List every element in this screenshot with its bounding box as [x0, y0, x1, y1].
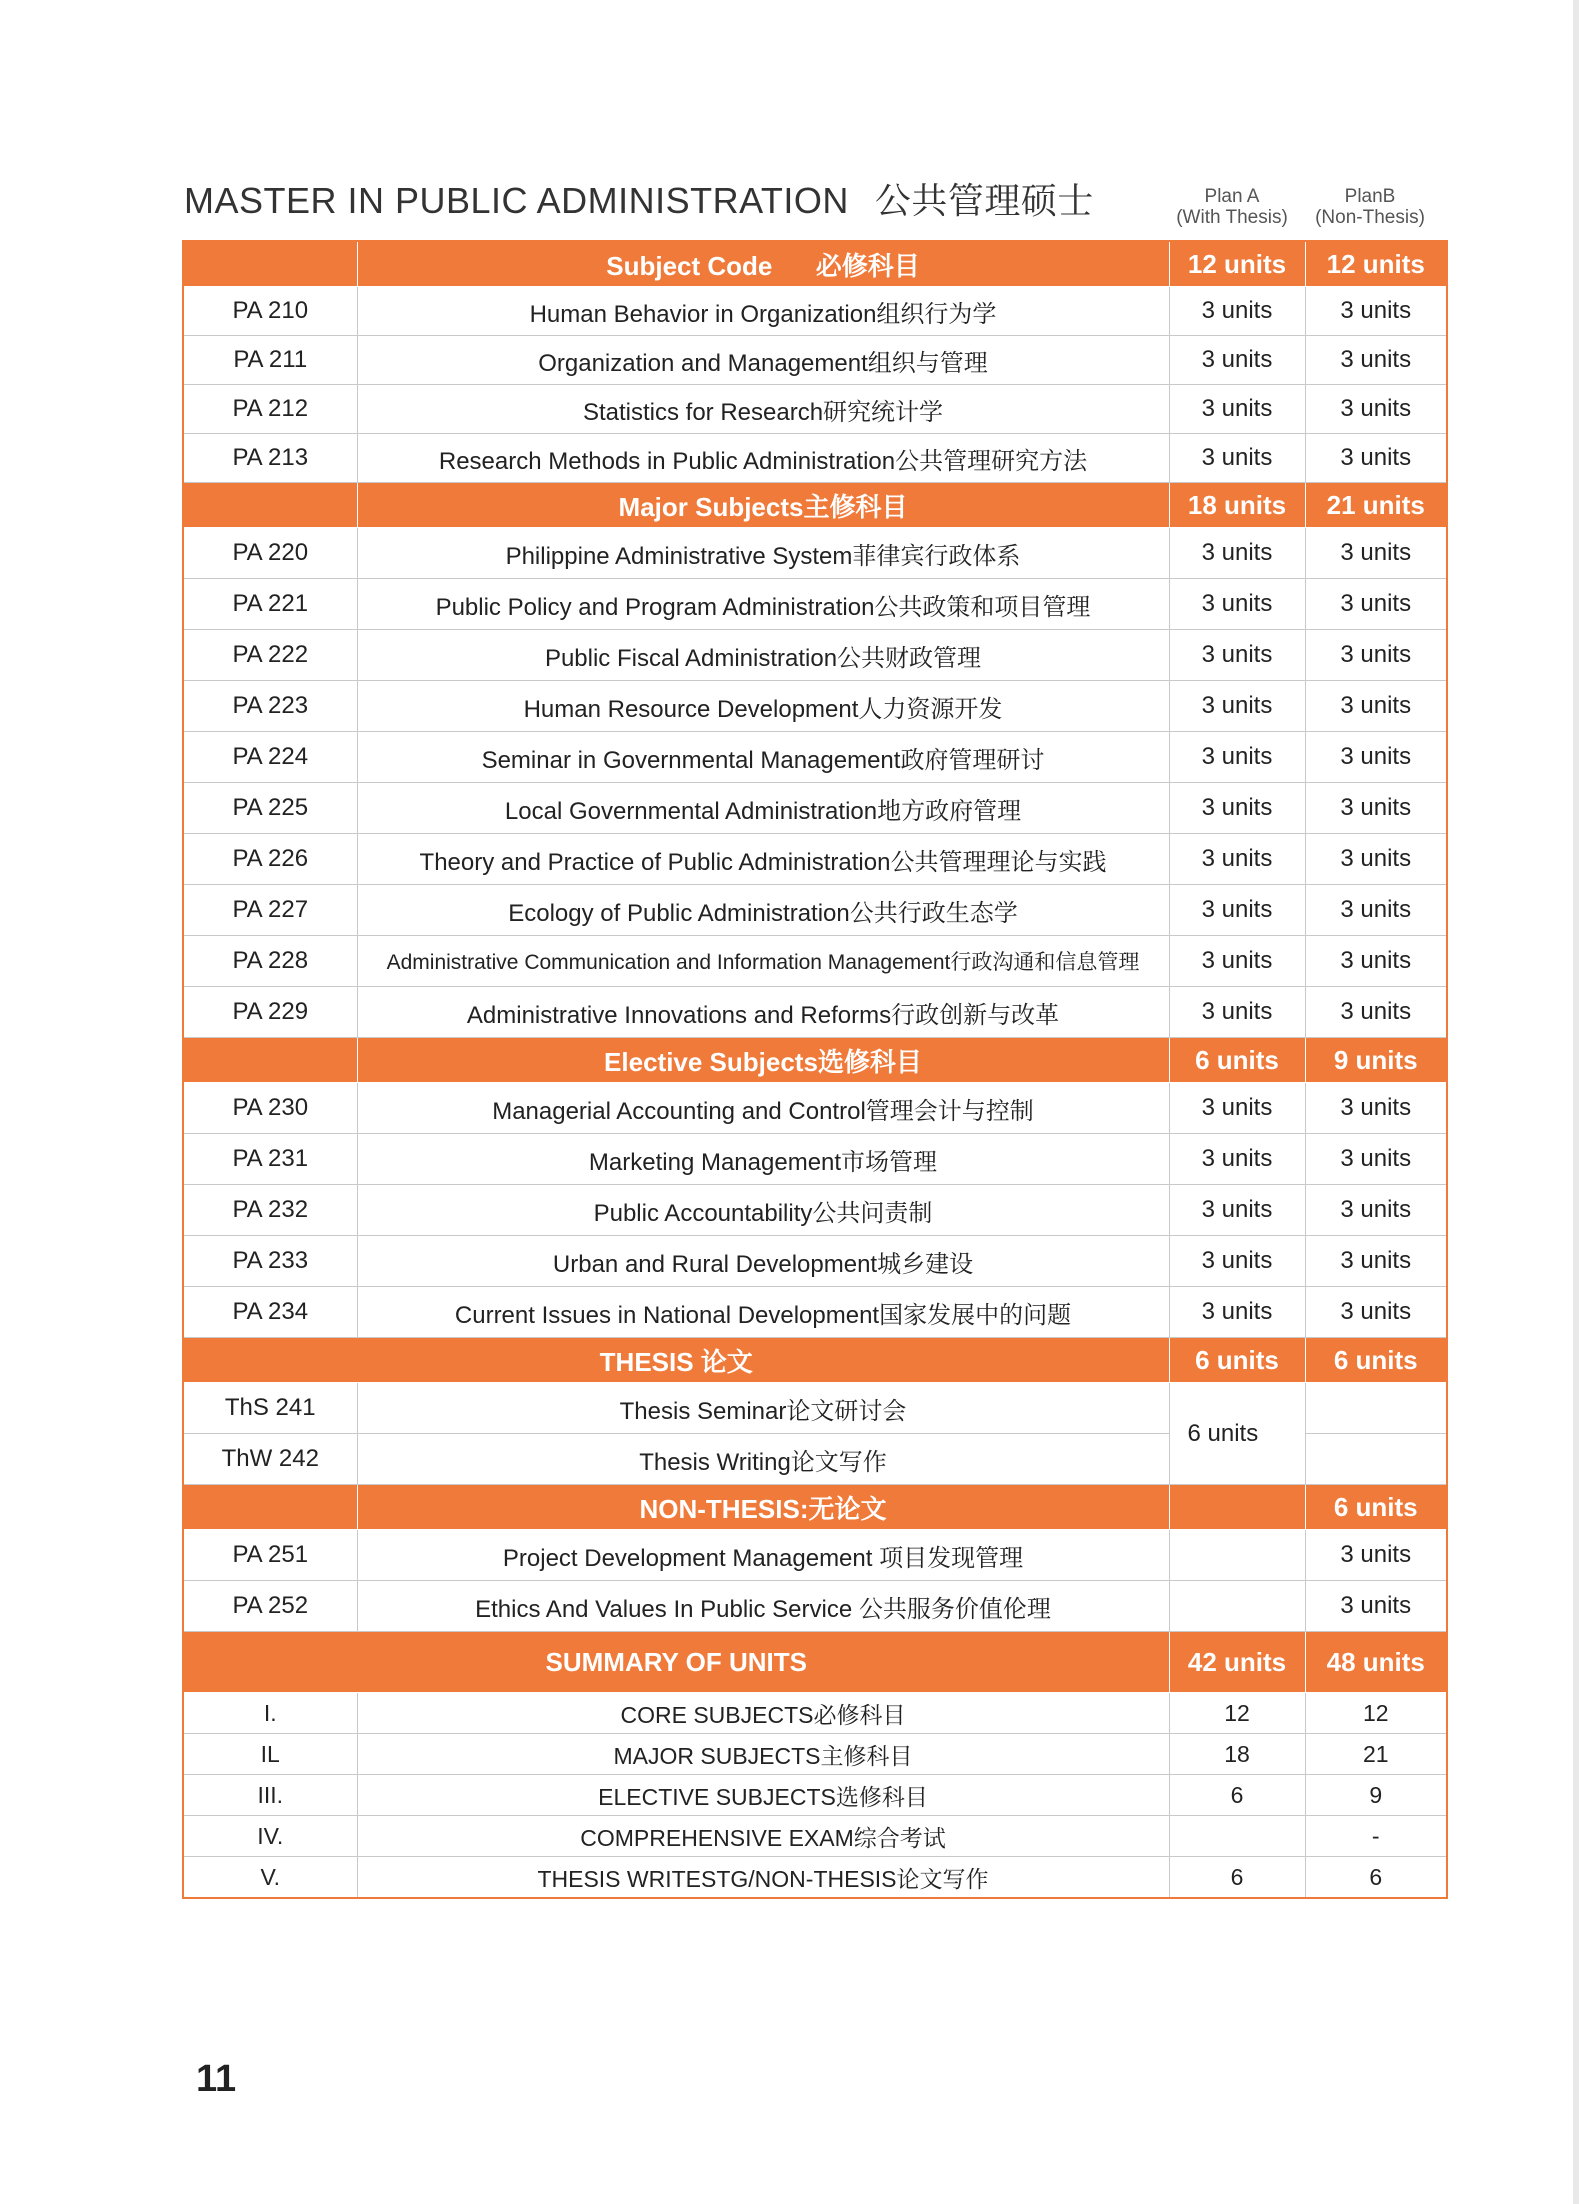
- table-row: [183, 287, 1447, 336]
- units-plan-b: 3 units: [1305, 783, 1447, 834]
- table-row: [183, 783, 1447, 834]
- elective-units-a: 6 units: [1169, 1038, 1305, 1083]
- course-code: PA 232: [183, 1185, 357, 1236]
- course-code: PA 220: [183, 528, 357, 579]
- course-name: Ethics And Values In Public Service 公共服务价值伦理: [357, 1581, 1169, 1632]
- summary-header-label: SUMMARY OF UNITS: [183, 1632, 1169, 1693]
- course-name: Organization and Management组织与管理: [357, 336, 1169, 385]
- units-plan-a: 3 units: [1169, 834, 1305, 885]
- units-plan-a: 3 units: [1169, 681, 1305, 732]
- summary-units-b: 48 units: [1305, 1632, 1447, 1693]
- core-units-a: 12 units: [1169, 241, 1305, 287]
- units-plan-b: 3 units: [1305, 528, 1447, 579]
- table-row: [183, 1134, 1447, 1185]
- units-plan-b: 3 units: [1305, 936, 1447, 987]
- course-name: Ecology of Public Administration公共行政生态学: [357, 885, 1169, 936]
- table-row: [183, 630, 1447, 681]
- header-blank-cell: [183, 1038, 357, 1083]
- course-name: Current Issues in National Development国家发展中的问题: [357, 1287, 1169, 1338]
- units-plan-a: 3 units: [1169, 1287, 1305, 1338]
- summary-plan-a: 18: [1169, 1734, 1305, 1775]
- table-row: [183, 681, 1447, 732]
- table-row: [183, 885, 1447, 936]
- table-row: [183, 1857, 1447, 1899]
- units-plan-b: 3 units: [1305, 1530, 1447, 1581]
- summary-plan-a: 12: [1169, 1693, 1305, 1734]
- units-plan-a: 3 units: [1169, 434, 1305, 483]
- title-english: MASTER IN PUBLIC ADMINISTRATION: [184, 180, 849, 221]
- course-name: Human Resource Development人力资源开发: [357, 681, 1169, 732]
- header-blank-cell: [183, 483, 357, 528]
- table-row: [183, 732, 1447, 783]
- table-row: [183, 579, 1447, 630]
- summary-header-row: [183, 1632, 1447, 1693]
- summary-name: CORE SUBJECTS必修科目: [357, 1693, 1169, 1734]
- units-plan-b: 3 units: [1305, 287, 1447, 336]
- units-plan-b: 3 units: [1305, 987, 1447, 1038]
- summary-plan-a: 6: [1169, 1775, 1305, 1816]
- units-plan-a: 3 units: [1169, 385, 1305, 434]
- summary-plan-a: [1169, 1816, 1305, 1857]
- units-plan-b: 3 units: [1305, 1236, 1447, 1287]
- units-plan-b: 3 units: [1305, 834, 1447, 885]
- course-name: Thesis Seminar论文研讨会: [357, 1383, 1169, 1434]
- units-plan-a: 3 units: [1169, 579, 1305, 630]
- summary-name: MAJOR SUBJECTS主修科目: [357, 1734, 1169, 1775]
- summary-number: V.: [183, 1857, 357, 1899]
- units-plan-b: 3 units: [1305, 336, 1447, 385]
- course-code: PA 212: [183, 385, 357, 434]
- summary-plan-b: 21: [1305, 1734, 1447, 1775]
- course-code: PA 233: [183, 1236, 357, 1287]
- table-row: [183, 1693, 1447, 1734]
- course-code: PA 227: [183, 885, 357, 936]
- course-code: PA 231: [183, 1134, 357, 1185]
- course-name: Marketing Management市场管理: [357, 1134, 1169, 1185]
- course-name: Seminar in Governmental Management政府管理研讨: [357, 732, 1169, 783]
- course-name: Urban and Rural Development城乡建设: [357, 1236, 1169, 1287]
- units-plan-b: 3 units: [1305, 885, 1447, 936]
- major-header-label: Major Subjects主修科目: [357, 483, 1169, 528]
- units-plan-b: 3 units: [1305, 434, 1447, 483]
- page-title: [184, 173, 1094, 224]
- summary-name: COMPREHENSIVE EXAM综合考试: [357, 1816, 1169, 1857]
- units-plan-b: 3 units: [1305, 1083, 1447, 1134]
- units-plan-a-empty: [1169, 1530, 1305, 1581]
- thesis-units-b: 6 units: [1305, 1338, 1447, 1383]
- elective-header-row: [183, 1038, 1447, 1083]
- course-name: Human Behavior in Organization组织行为学: [357, 287, 1169, 336]
- nonthesis-units-b: 6 units: [1305, 1485, 1447, 1530]
- table-row: [183, 987, 1447, 1038]
- plan-a-name: Plan A: [1204, 186, 1260, 207]
- course-code: PA 230: [183, 1083, 357, 1134]
- course-name: Project Development Management 项目发现管理: [357, 1530, 1169, 1581]
- thesis-units-a: 6 units: [1169, 1338, 1305, 1383]
- thesis-header-label: THESIS 论文: [183, 1338, 1169, 1383]
- table-row: [183, 1287, 1447, 1338]
- table-row: [183, 1816, 1447, 1857]
- summary-plan-a: 6: [1169, 1857, 1305, 1899]
- units-plan-b: 3 units: [1305, 681, 1447, 732]
- units-plan-b: 3 units: [1305, 1134, 1447, 1185]
- header-blank-cell: [183, 1485, 357, 1530]
- units-plan-a: 3 units: [1169, 630, 1305, 681]
- core-header-row: [183, 241, 1447, 287]
- plan-b-name: PlanB: [1344, 186, 1396, 207]
- units-plan-b: 3 units: [1305, 579, 1447, 630]
- plan-b-header: [1304, 186, 1436, 228]
- course-code: PA 224: [183, 732, 357, 783]
- units-plan-a: 3 units: [1169, 287, 1305, 336]
- units-plan-a: 3 units: [1169, 1185, 1305, 1236]
- core-units-b: 12 units: [1305, 241, 1447, 287]
- plan-b-note: (Non-Thesis): [1315, 207, 1425, 228]
- course-code: PA 229: [183, 987, 357, 1038]
- table-row: [183, 336, 1447, 385]
- major-units-b: 21 units: [1305, 483, 1447, 528]
- table-row: [183, 1530, 1447, 1581]
- course-code: PA 211: [183, 336, 357, 385]
- course-code: PA 252: [183, 1581, 357, 1632]
- core-header-label: Subject Code 必修科目: [357, 241, 1169, 287]
- course-code: PA 226: [183, 834, 357, 885]
- summary-plan-b: 6: [1305, 1857, 1447, 1899]
- units-plan-b: 3 units: [1305, 732, 1447, 783]
- page-number: 11: [196, 2058, 237, 2100]
- thesis-combined-units-a: 6 units: [1169, 1383, 1305, 1485]
- course-name: Administrative Innovations and Reforms行政创新与改革: [357, 987, 1169, 1038]
- table-row: [183, 936, 1447, 987]
- course-code: PA 251: [183, 1530, 357, 1581]
- units-plan-b: 3 units: [1305, 1581, 1447, 1632]
- major-header-row: [183, 483, 1447, 528]
- units-plan-b: 3 units: [1305, 630, 1447, 681]
- summary-number: III.: [183, 1775, 357, 1816]
- course-code: PA 213: [183, 434, 357, 483]
- units-plan-a-empty: [1169, 1581, 1305, 1632]
- units-plan-a: 3 units: [1169, 987, 1305, 1038]
- title-chinese: 公共管理硕士: [874, 180, 1094, 221]
- units-plan-b: 3 units: [1305, 1287, 1447, 1338]
- course-name: Research Methods in Public Administration公共管理研究方法: [357, 434, 1169, 483]
- table-row: [183, 834, 1447, 885]
- units-plan-a: 3 units: [1169, 528, 1305, 579]
- table-row: [183, 385, 1447, 434]
- course-name: Managerial Accounting and Control管理会计与控制: [357, 1083, 1169, 1134]
- units-plan-b-empty: [1305, 1434, 1447, 1485]
- table-row: [183, 1734, 1447, 1775]
- course-code: PA 210: [183, 287, 357, 336]
- table-row: [183, 1383, 1447, 1434]
- course-code: ThW 242: [183, 1434, 357, 1485]
- page-edge-shadow: [1573, 0, 1579, 2204]
- summary-number: I.: [183, 1693, 357, 1734]
- table-row: [183, 1775, 1447, 1816]
- units-plan-a: 3 units: [1169, 885, 1305, 936]
- units-plan-b: 3 units: [1305, 385, 1447, 434]
- course-code: PA 228: [183, 936, 357, 987]
- course-code: PA 222: [183, 630, 357, 681]
- course-code: PA 225: [183, 783, 357, 834]
- elective-units-b: 9 units: [1305, 1038, 1447, 1083]
- summary-number: IV.: [183, 1816, 357, 1857]
- summary-units-a: 42 units: [1169, 1632, 1305, 1693]
- units-plan-b: 3 units: [1305, 1185, 1447, 1236]
- elective-header-label: Elective Subjects选修科目: [357, 1038, 1169, 1083]
- summary-number: IL: [183, 1734, 357, 1775]
- header-blank-cell: [183, 241, 357, 287]
- course-code: PA 223: [183, 681, 357, 732]
- major-units-a: 18 units: [1169, 483, 1305, 528]
- nonthesis-header-row: [183, 1485, 1447, 1530]
- units-plan-a: 3 units: [1169, 1083, 1305, 1134]
- units-plan-a: 3 units: [1169, 732, 1305, 783]
- course-code: PA 221: [183, 579, 357, 630]
- table-row: [183, 1581, 1447, 1632]
- summary-plan-b: 9: [1305, 1775, 1447, 1816]
- plan-a-header: [1166, 186, 1298, 228]
- table-row: [183, 528, 1447, 579]
- table-row: [183, 434, 1447, 483]
- units-plan-a: 3 units: [1169, 1134, 1305, 1185]
- course-name: Administrative Communication and Information Management行政沟通和信息管理: [357, 936, 1169, 987]
- course-name: Public Fiscal Administration公共财政管理: [357, 630, 1169, 681]
- units-plan-b-empty: [1305, 1383, 1447, 1434]
- course-name: Public Accountability公共问责制: [357, 1185, 1169, 1236]
- units-plan-a: 3 units: [1169, 936, 1305, 987]
- nonthesis-header-label: NON-THESIS:无论文: [357, 1485, 1169, 1530]
- summary-name: THESIS WRITESTG/NON-THESIS论文写作: [357, 1857, 1169, 1899]
- summary-plan-b: 12: [1305, 1693, 1447, 1734]
- course-name: Statistics for Research研究统计学: [357, 385, 1169, 434]
- course-code: PA 234: [183, 1287, 357, 1338]
- units-plan-a: 3 units: [1169, 1236, 1305, 1287]
- nonthesis-units-a-empty: [1169, 1485, 1305, 1530]
- units-plan-a: 3 units: [1169, 336, 1305, 385]
- curriculum-table: [182, 240, 1448, 1899]
- course-name: Public Policy and Program Administration公共政策和项目管理: [357, 579, 1169, 630]
- course-name: Thesis Writing论文写作: [357, 1434, 1169, 1485]
- table-row: [183, 1083, 1447, 1134]
- table-row: [183, 1185, 1447, 1236]
- summary-name: ELECTIVE SUBJECTS选修科目: [357, 1775, 1169, 1816]
- plan-a-note: (With Thesis): [1176, 207, 1288, 228]
- table-row: [183, 1236, 1447, 1287]
- summary-plan-b: -: [1305, 1816, 1447, 1857]
- thesis-header-row: [183, 1338, 1447, 1383]
- course-name: Theory and Practice of Public Administration公共管理理论与实践: [357, 834, 1169, 885]
- course-name: Local Governmental Administration地方政府管理: [357, 783, 1169, 834]
- course-code: ThS 241: [183, 1383, 357, 1434]
- course-name: Philippine Administrative System菲律宾行政体系: [357, 528, 1169, 579]
- units-plan-a: 3 units: [1169, 783, 1305, 834]
